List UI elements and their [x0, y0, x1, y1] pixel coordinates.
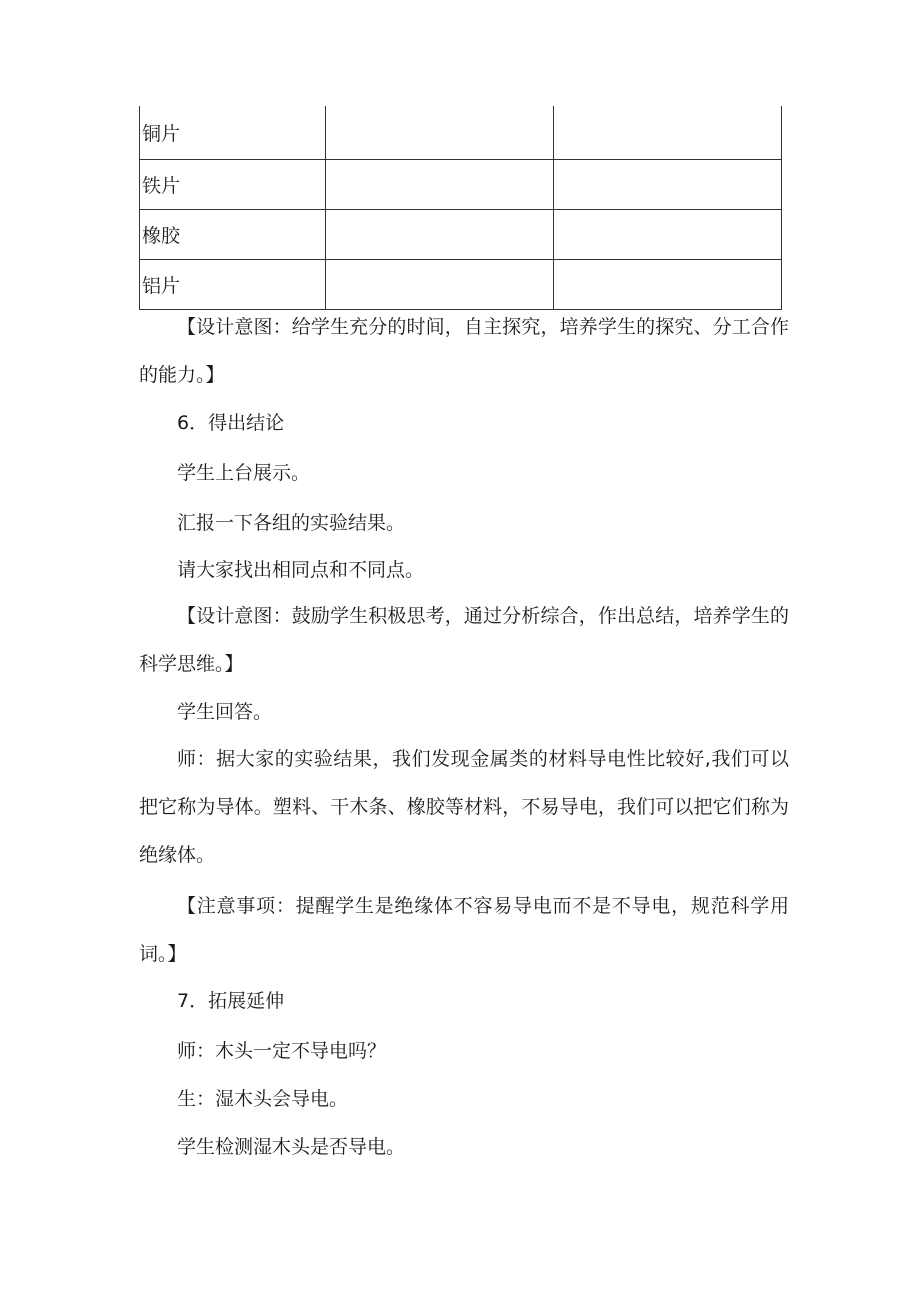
table-row [140, 106, 782, 159]
table-cell [554, 209, 782, 259]
section-heading: 7．拓展延伸 [177, 990, 285, 1012]
table-row [140, 209, 782, 259]
design-intent-paragraph: 【设计意图：鼓励学生积极思考，通过分析综合，作出总结，培养学生的科学思维。】 [139, 605, 789, 675]
paragraph: 生：湿木头会导电。 [177, 1088, 349, 1110]
paragraph: 学生回答。 [177, 701, 273, 723]
material-cell: 铜片 [140, 106, 326, 159]
paragraph: 请大家找出相同点和不同点。 [177, 559, 425, 581]
table-cell [554, 106, 782, 159]
note-paragraph: 【注意事项：提醒学生是绝缘体不容易导电而不是不导电，规范科学用词。】 [139, 895, 789, 965]
table-cell [326, 209, 554, 259]
design-intent-paragraph: 【设计意图：给学生充分的时间，自主探究，培养学生的探究、分工合作的能力。】 [139, 316, 789, 386]
section-heading: 6．得出结论 [177, 412, 285, 434]
table-cell [326, 159, 554, 209]
paragraph: 汇报一下各组的实验结果。 [177, 512, 406, 534]
paragraph: 学生检测湿木头是否导电。 [177, 1136, 406, 1158]
table-row [140, 159, 782, 209]
paragraph: 师：木头一定不导电吗？ [177, 1040, 387, 1062]
material-cell: 橡胶 [140, 209, 326, 259]
table-cell [554, 159, 782, 209]
material-cell: 铁片 [140, 159, 326, 209]
table-cell [554, 259, 782, 309]
table-cell [326, 106, 554, 159]
table-cell [326, 259, 554, 309]
material-cell: 铝片 [140, 259, 326, 309]
table-row [140, 259, 782, 309]
paragraph: 学生上台展示。 [177, 462, 311, 484]
teacher-summary-paragraph: 师：据大家的实验结果，我们发现金属类的材料导电性比较好,我们可以把它称为导体。塑料、干木条、橡胶等材料，不易导电，我们可以把它们称为绝缘体。 [139, 748, 789, 866]
results-table [139, 106, 782, 310]
